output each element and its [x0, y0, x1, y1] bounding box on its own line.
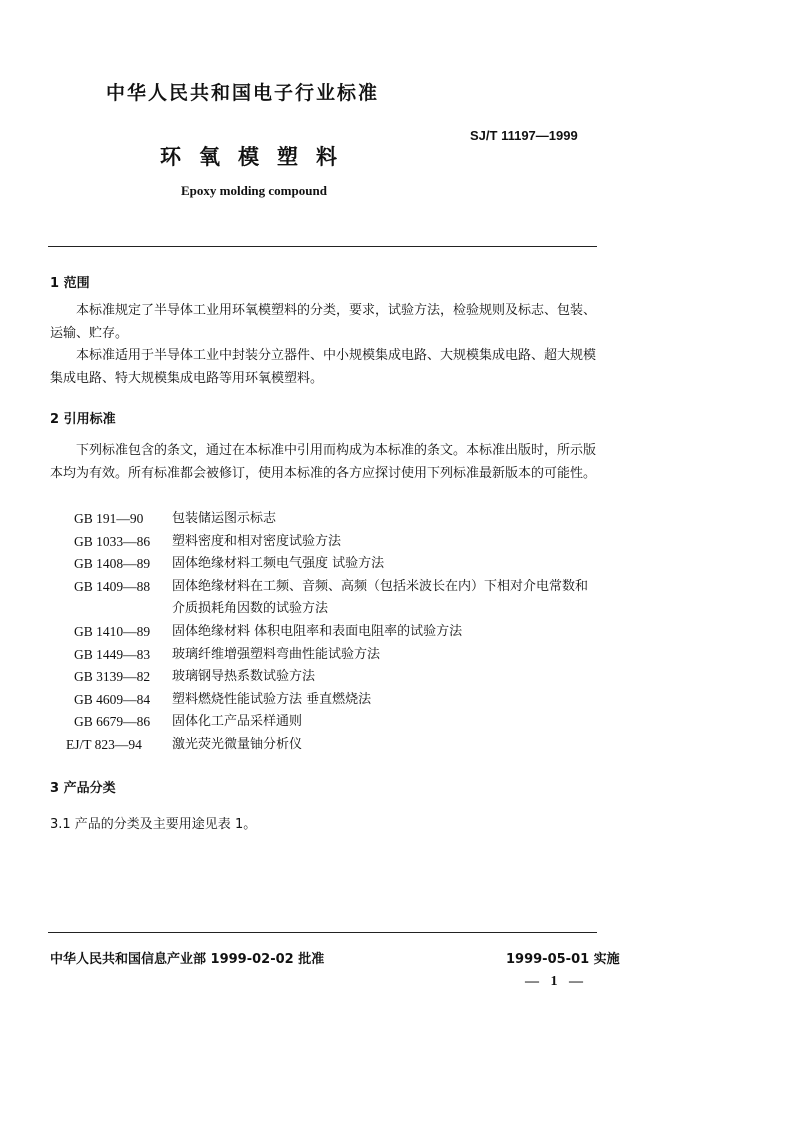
reference-row: [74, 621, 594, 644]
effective-date: 1999-05-01 实施: [506, 952, 620, 967]
reference-row: [74, 689, 594, 712]
reference-code: GB 191—90: [74, 511, 144, 526]
reference-row: [74, 531, 594, 554]
reference-title: 固体绝缘材料 体积电阻率和表面电阻率的试验方法: [172, 623, 463, 639]
reference-title: 固体绝缘材料工频电气强度 试验方法: [172, 556, 385, 572]
section-2-paragraph-1-text: 下列标准包含的条文，通过在本标准中引用而构成为本标准的条文。本标准出版时，所示版本均为有效。所有标准都会被修订，使用本标准的各方应探讨使用下列标准最新版本的可能性。: [50, 443, 597, 481]
reference-code: GB 1408—89: [74, 556, 151, 572]
reference-code: GB 1033—86: [74, 533, 151, 549]
bottom-divider: [48, 932, 597, 933]
reference-row: [66, 734, 594, 757]
reference-row: [74, 644, 594, 667]
standard-code: SJ/T 11197—1999: [470, 128, 578, 143]
reference-code: GB 6679—86: [74, 714, 151, 730]
section-1-heading: 1 范围: [50, 276, 90, 291]
reference-code: GB 3139—82: [74, 669, 151, 685]
top-divider: [48, 246, 597, 247]
page-number: — 1 —: [525, 974, 587, 989]
reference-row: [74, 576, 594, 599]
english-title: Epoxy molding compound: [181, 183, 327, 198]
section-1-paragraph-2: [50, 345, 600, 390]
reference-title: 塑料密度和相对密度试验方法: [172, 533, 342, 549]
issuing-organization: 中华人民共和国电子行业标准: [106, 82, 380, 104]
section-2-paragraph-1: [50, 440, 600, 485]
reference-title: 玻璃纤维增强塑料弯曲性能试验方法: [172, 646, 381, 662]
reference-code: EJ/T 823—94: [66, 736, 142, 752]
section-1-paragraph-1-text: 本标准规定了半导体工业用环氧模塑料的分类，要求，试验方法，检验规则及标志、包装、运输、贮存。: [50, 303, 597, 341]
approval-statement: 中华人民共和国信息产业部 1999-02-02 批准: [50, 952, 325, 967]
reference-title: 固体化工产品采样通则: [172, 714, 303, 730]
section-3-1-text: 3.1 产品的分类及主要用途见表 1。: [50, 817, 257, 832]
section-2-heading: 2 引用标准: [50, 412, 116, 427]
reference-title: 固体绝缘材料在工频、音频、高频（包括米波长在内）下相对介电常数和: [172, 578, 589, 594]
reference-row: [74, 666, 594, 689]
section-1-paragraph-1: [50, 300, 600, 345]
section-1-paragraph-2-text: 本标准适用于半导体工业中封装分立器件、中小规模集成电路、大规模集成电路、超大规模集成电路、特大规模集成电路等用环氧模塑料。: [50, 348, 597, 386]
reference-title-continuation: 介质损耗角因数的试验方法: [172, 601, 329, 617]
reference-title: 激光荧光微量铀分析仪: [172, 736, 303, 752]
normative-references-list: [66, 508, 594, 757]
reference-title: 玻璃钢导热系数试验方法: [172, 669, 316, 685]
reference-title: 包装储运图示标志: [172, 511, 277, 526]
reference-row: [74, 711, 594, 734]
reference-code: GB 1410—89: [74, 623, 151, 639]
reference-row: [74, 508, 594, 531]
reference-row: [74, 553, 594, 576]
standard-title: 环氧模塑料: [160, 145, 355, 169]
reference-code: GB 1409—88: [74, 578, 151, 594]
reference-title: 塑料燃烧性能试验方法 垂直燃烧法: [172, 691, 372, 707]
reference-code: GB 4609—84: [74, 691, 151, 707]
reference-code: GB 1449—83: [74, 646, 151, 662]
section-3-heading: 3 产品分类: [50, 781, 116, 796]
